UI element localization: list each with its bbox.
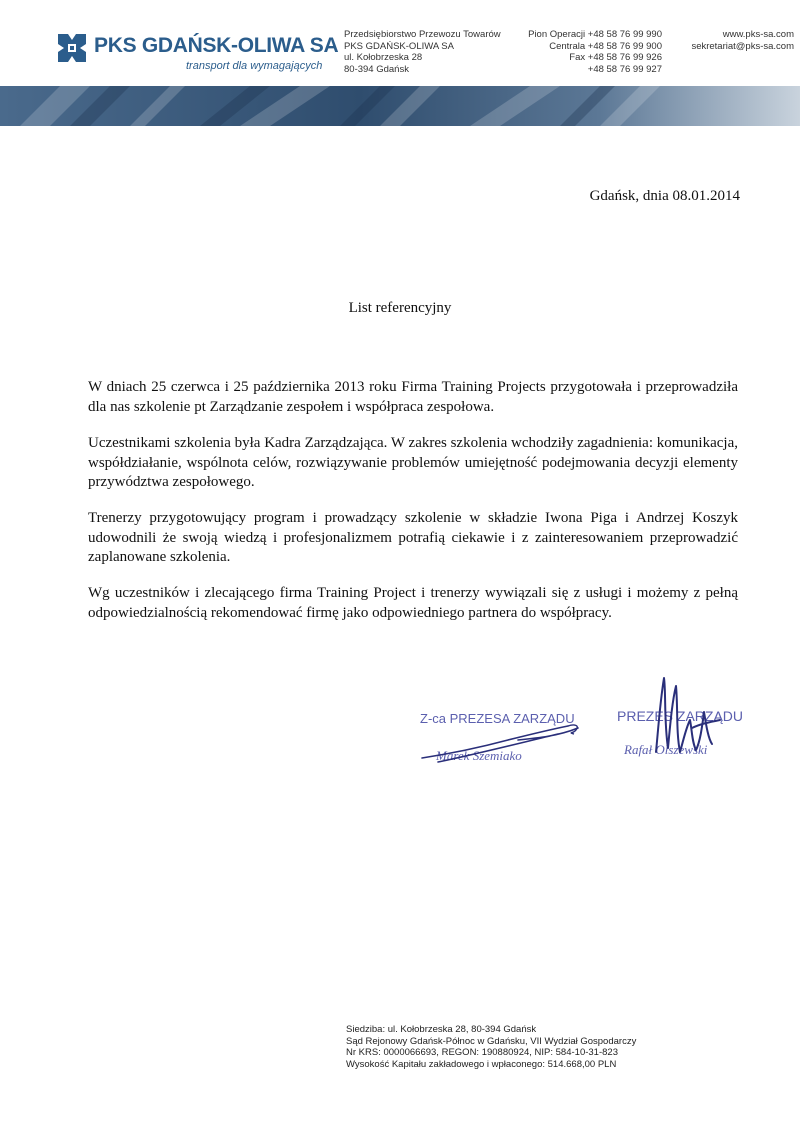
president-stamp-name: Rafał Olszewski (624, 742, 708, 757)
letter-paragraph: W dniach 25 czerwca i 25 października 2013 roku Firma Training Projects przygotowała i przeprowadziła dla nas szkolenie pt Zarządzanie zespołem i współpraca zespołowa. (88, 379, 738, 415)
letter-paragraph: Wg uczestników i zlecającego firma Training Project i trenerzy wywiązali się z usługi i możemy z pełną odpowiedzialnością rekomendować firmę jako odpowiedniego partnera do współpracy. (88, 585, 738, 621)
vice-president-stamp-name: Marek Szemiako (436, 748, 522, 763)
letter-paragraph: Uczestnikami szkolenia była Kadra Zarządzająca. W zakres szkolenia wchodziły zagadnienia: komunikacja, współdziałanie, wspólnota celów, rozwiązywanie problemów umiejętność podejmowania decyzji elementy przywództwa zespołowego. (88, 435, 738, 490)
website-link: www.pks-sa.com (722, 29, 794, 40)
brand-tagline: transport dla wymagających (186, 60, 323, 72)
vice-president-stamp-title: Z-ca PREZESA ZARZĄDU (420, 711, 575, 726)
vice-president-signature (418, 718, 588, 766)
letter-date: Gdańsk, dnia 08.01.2014 (589, 188, 740, 204)
company-address-block (344, 29, 501, 75)
president-stamp-title: PREZES ZARZĄDU (617, 708, 744, 724)
footer-line: Sąd Rejonowy Gdańsk-Północ w Gdańsku, VII Wydział Gospodarczy (346, 1035, 637, 1047)
phone-block (520, 29, 662, 75)
logo-mark-icon (56, 32, 88, 64)
company-short-name: PKS GDAŃSK-OLIWA SA (344, 40, 454, 52)
email-link: sekretariat@pks-sa.com (691, 40, 794, 52)
letter-title: List referencyjny (348, 300, 452, 316)
letter-paragraph: Trenerzy przygotowujący program i prowadzący szkolenie w składzie Iwona Piga i Andrzej Koszyk udowodnili że swoją wiedzą i profesjonalizmem potrafią ciekawie i z zainteresowaniem przeprowadzić zaplanowane szkolenia. (88, 510, 738, 565)
president-signature (640, 672, 730, 758)
company-street: ul. Kołobrzeska 28 (344, 52, 423, 63)
phone-operations: Pion Operacji +48 58 76 99 990 (528, 29, 662, 40)
web-block (680, 29, 794, 52)
company-city: 80-394 Gdańsk (344, 63, 409, 75)
header-banner-image (0, 86, 800, 126)
company-name-line: Przedsiębiorstwo Przewozu Towarów (344, 29, 501, 40)
footer-line: Nr KRS: 0000066693, REGON: 190880924, NIP: 584-10-31-823 (346, 1047, 618, 1059)
footer-line: Wysokość Kapitału zakładowego i wpłaconego: 514.668,00 PLN (346, 1058, 617, 1070)
footer-line: Siedziba: ul. Kołobrzeska 28, 80-394 Gdańsk (346, 1024, 537, 1035)
company-registration-footer (346, 1024, 636, 1070)
company-logo (56, 30, 346, 74)
brand-name: PKS GDAŃSK-OLIWA SA (94, 34, 339, 57)
phone-fax: Fax +48 58 76 99 926 (569, 52, 662, 63)
phone-extra: +48 58 76 99 927 (587, 63, 662, 75)
phone-switchboard: Centrala +48 58 76 99 900 (549, 40, 662, 52)
